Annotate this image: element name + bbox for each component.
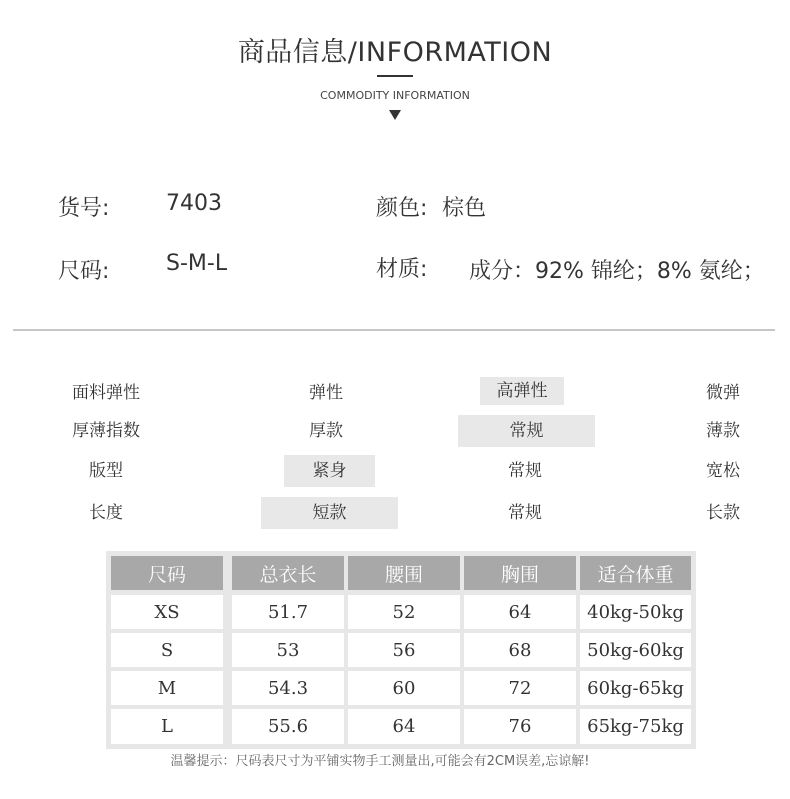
attribute-label: 长度 [89,503,123,523]
material-label: 材质: [376,257,428,282]
attribute-option: 长款 [706,503,740,523]
attribute-option: 薄款 [706,421,740,441]
table-cell: S [111,633,223,667]
attribute-option: 微弹 [706,383,740,403]
table-cell: 54.3 [232,671,344,705]
attribute-option-selected: 高弹性 [480,377,564,405]
table-cell: 64 [348,709,460,744]
size-table [106,551,696,749]
table-header-cell: 胸围 [464,556,576,590]
table-cell: 53 [232,633,344,667]
attribute-option: 常规 [508,461,542,481]
attribute-option-selected: 紧身 [284,455,375,487]
table-cell: 40kg-50kg [580,595,691,629]
material-value: 成分：92% 锦纶；8% 氨纶； [469,259,765,284]
table-cell: 72 [464,671,576,705]
table-header-cell: 总衣长 [232,556,344,590]
table-cell: L [111,709,223,744]
table-cell: 60 [348,671,460,705]
table-cell: 56 [348,633,460,667]
table-header-cell: 尺码 [111,556,223,590]
attribute-option-selected: 常规 [458,415,595,447]
triangle-down-icon [389,110,401,120]
table-cell: 52 [348,595,460,629]
color-value: 棕色 [442,196,487,221]
attribute-option: 厚款 [309,421,343,441]
sku-label: 货号: [58,196,110,221]
attribute-label: 版型 [89,461,123,481]
size-note: 温馨提示：尺码表尺寸为平铺实物手工测量出,可能会有2CM误差,忘谅解! [170,754,590,769]
color-label: 颜色: [376,196,428,221]
table-header-cell: 腰围 [348,556,460,590]
table-cell: 64 [464,595,576,629]
page-title: 商品信息/INFORMATION [237,37,553,68]
table-cell: 55.6 [232,709,344,744]
sku-value: 7403 [166,191,222,216]
attribute-option: 常规 [508,503,542,523]
table-cell: XS [111,595,223,629]
attribute-label: 厚薄指数 [72,421,140,441]
table-cell: 60kg-65kg [580,671,691,705]
table-cell: 51.7 [232,595,344,629]
attribute-option: 弹性 [309,383,343,403]
table-cell: 65kg-75kg [580,709,691,744]
attribute-option: 宽松 [706,461,740,481]
attribute-label: 面料弹性 [72,383,140,403]
section-divider [13,329,775,331]
table-header-cell: 适合体重 [580,556,691,590]
page-subtitle: COMMODITY INFORMATION [320,89,470,102]
size-label: 尺码: [58,259,110,284]
table-cell: 76 [464,709,576,744]
size-value: S-M-L [166,251,228,276]
title-underline [377,75,413,77]
attribute-option-selected: 短款 [261,497,398,529]
table-cell: 50kg-60kg [580,633,691,667]
table-cell: M [111,671,223,705]
table-cell: 68 [464,633,576,667]
